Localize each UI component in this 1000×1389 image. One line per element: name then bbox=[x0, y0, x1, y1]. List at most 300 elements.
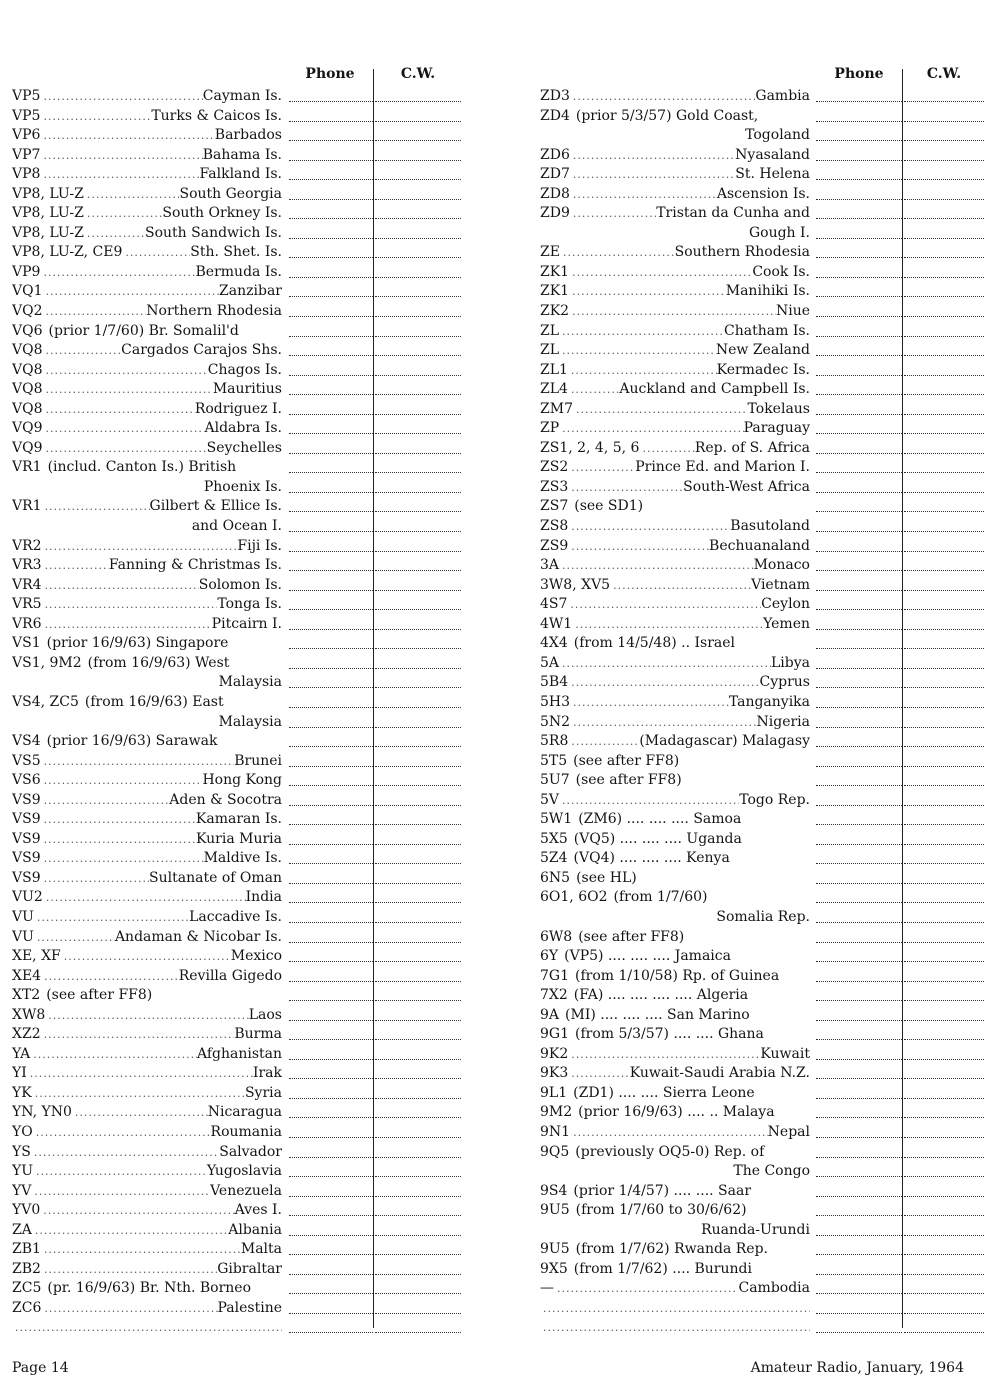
cw-checkbox-line[interactable] bbox=[904, 942, 984, 943]
prefix-code: 4W1 bbox=[540, 615, 573, 632]
phone-checkbox-line[interactable] bbox=[816, 1313, 902, 1314]
cw-checkbox-line[interactable] bbox=[375, 629, 461, 630]
phone-checkbox-line[interactable] bbox=[816, 1117, 902, 1118]
phone-checkbox-line[interactable] bbox=[816, 942, 902, 943]
phone-checkbox-line[interactable] bbox=[816, 160, 902, 161]
cw-checkbox-line[interactable] bbox=[375, 1117, 461, 1118]
phone-checkbox-line[interactable] bbox=[816, 902, 902, 903]
phone-checkbox-line[interactable] bbox=[816, 1098, 902, 1099]
phone-checkbox-line[interactable] bbox=[289, 140, 373, 141]
cw-checkbox-line[interactable] bbox=[375, 981, 461, 982]
cw-checkbox-line[interactable] bbox=[904, 551, 984, 552]
prefix-entry bbox=[540, 615, 810, 635]
cw-checkbox-line[interactable] bbox=[904, 844, 984, 845]
phone-checkbox-line[interactable] bbox=[816, 687, 902, 688]
phone-checkbox-line[interactable] bbox=[289, 1293, 373, 1294]
cw-checkbox-line[interactable] bbox=[904, 394, 984, 395]
cw-checkbox-line[interactable] bbox=[375, 472, 461, 473]
cw-checkbox-line[interactable] bbox=[375, 257, 461, 258]
cw-checkbox-line[interactable] bbox=[904, 687, 984, 688]
table-row bbox=[540, 908, 970, 928]
phone-checkbox-line[interactable] bbox=[816, 1039, 902, 1040]
cw-checkbox-line[interactable] bbox=[904, 453, 984, 454]
cw-checkbox-line[interactable] bbox=[375, 942, 461, 943]
phone-checkbox-line[interactable] bbox=[289, 1137, 373, 1138]
phone-checkbox-line[interactable] bbox=[289, 668, 373, 669]
cw-checkbox-line[interactable] bbox=[904, 1157, 984, 1158]
phone-checkbox-line[interactable] bbox=[816, 101, 902, 102]
cw-checkbox-line[interactable] bbox=[375, 140, 461, 141]
prefix-entry bbox=[12, 165, 282, 185]
phone-checkbox-line[interactable] bbox=[816, 238, 902, 239]
cw-checkbox-line[interactable] bbox=[375, 316, 461, 317]
phone-checkbox-line[interactable] bbox=[289, 687, 373, 688]
cw-checkbox-line[interactable] bbox=[904, 1254, 984, 1255]
phone-checkbox-line[interactable] bbox=[289, 414, 373, 415]
cw-checkbox-line[interactable] bbox=[904, 570, 984, 571]
phone-checkbox-line[interactable] bbox=[816, 140, 902, 141]
cw-checkbox-line[interactable] bbox=[375, 551, 461, 552]
cw-checkbox-line[interactable] bbox=[904, 238, 984, 239]
phone-checkbox-line[interactable] bbox=[816, 1293, 902, 1294]
table-row bbox=[12, 1143, 462, 1163]
cw-checkbox-line[interactable] bbox=[375, 1000, 461, 1001]
cw-checkbox-line[interactable] bbox=[375, 394, 461, 395]
phone-checkbox-line[interactable] bbox=[816, 1274, 902, 1275]
phone-checkbox-line[interactable] bbox=[816, 296, 902, 297]
cw-checkbox-line[interactable] bbox=[375, 1157, 461, 1158]
phone-checkbox-line[interactable] bbox=[816, 609, 902, 610]
phone-checkbox-line[interactable] bbox=[816, 863, 902, 864]
cw-checkbox-line[interactable] bbox=[375, 766, 461, 767]
cw-checkbox-line[interactable] bbox=[904, 961, 984, 962]
cw-checkbox-line[interactable] bbox=[375, 707, 461, 708]
cw-checkbox-line[interactable] bbox=[375, 296, 461, 297]
cw-checkbox-line[interactable] bbox=[375, 1313, 461, 1314]
cw-checkbox-line[interactable] bbox=[375, 687, 461, 688]
prefix-code: ZD3 bbox=[540, 88, 570, 104]
phone-checkbox-line[interactable] bbox=[289, 199, 373, 200]
cw-checkbox-line[interactable] bbox=[375, 1078, 461, 1079]
cw-checkbox-line[interactable] bbox=[375, 1235, 461, 1236]
phone-checkbox-line[interactable] bbox=[289, 160, 373, 161]
phone-checkbox-line[interactable] bbox=[816, 746, 902, 747]
phone-checkbox-line[interactable] bbox=[816, 433, 902, 434]
phone-checkbox-line[interactable] bbox=[816, 1196, 902, 1197]
phone-checkbox-line[interactable] bbox=[289, 1332, 373, 1333]
phone-checkbox-line[interactable] bbox=[816, 551, 902, 552]
leader-dots bbox=[12, 1318, 282, 1338]
cw-checkbox-line[interactable] bbox=[375, 883, 461, 884]
phone-checkbox-line[interactable] bbox=[289, 531, 373, 532]
cw-checkbox-line[interactable] bbox=[904, 863, 984, 864]
phone-checkbox-line[interactable] bbox=[816, 883, 902, 884]
cw-checkbox-line[interactable] bbox=[904, 296, 984, 297]
phone-checkbox-line[interactable] bbox=[289, 355, 373, 356]
cw-checkbox-line[interactable] bbox=[375, 101, 461, 102]
cw-checkbox-line[interactable] bbox=[904, 1000, 984, 1001]
phone-checkbox-line[interactable] bbox=[289, 394, 373, 395]
cw-checkbox-line[interactable] bbox=[375, 179, 461, 180]
cw-checkbox-line[interactable] bbox=[904, 1137, 984, 1138]
phone-checkbox-line[interactable] bbox=[816, 961, 902, 962]
cw-checkbox-line[interactable] bbox=[904, 1235, 984, 1236]
country-name: (from 1/7/62) .... Burundi bbox=[573, 1260, 752, 1277]
cw-checkbox-line[interactable] bbox=[375, 160, 461, 161]
cw-checkbox-line[interactable] bbox=[904, 1020, 984, 1021]
prefix-entry bbox=[12, 263, 282, 283]
cw-checkbox-line[interactable] bbox=[375, 1254, 461, 1255]
prefix-code: VR3 bbox=[12, 557, 42, 574]
prefix-entry bbox=[540, 595, 810, 615]
phone-checkbox-line[interactable] bbox=[289, 218, 373, 219]
phone-checkbox-line[interactable] bbox=[816, 590, 902, 591]
phone-checkbox-line[interactable] bbox=[289, 805, 373, 806]
phone-checkbox-line[interactable] bbox=[289, 433, 373, 434]
cw-checkbox-line[interactable] bbox=[904, 121, 984, 122]
prefix-entry bbox=[12, 107, 282, 127]
phone-checkbox-line[interactable] bbox=[289, 824, 373, 825]
country-name: Cayman Is. bbox=[202, 88, 282, 104]
phone-checkbox-line[interactable] bbox=[816, 766, 902, 767]
phone-checkbox-line[interactable] bbox=[289, 844, 373, 845]
prefix-code: VQ1 bbox=[12, 283, 43, 300]
phone-checkbox-line[interactable] bbox=[289, 336, 373, 337]
phone-checkbox-line[interactable] bbox=[816, 844, 902, 845]
cw-checkbox-line[interactable] bbox=[904, 766, 984, 767]
phone-checkbox-line[interactable] bbox=[289, 727, 373, 728]
country-name: Gough I. bbox=[748, 224, 810, 241]
cw-checkbox-line[interactable] bbox=[375, 511, 461, 512]
phone-checkbox-line[interactable] bbox=[289, 1078, 373, 1079]
cw-checkbox-line[interactable] bbox=[375, 902, 461, 903]
leader-dots bbox=[42, 537, 238, 557]
phone-checkbox-line[interactable] bbox=[289, 296, 373, 297]
prefix-entry bbox=[540, 1240, 810, 1260]
phone-checkbox-line[interactable] bbox=[289, 1196, 373, 1197]
cw-checkbox-line[interactable] bbox=[375, 375, 461, 376]
phone-checkbox-line[interactable] bbox=[289, 472, 373, 473]
phone-checkbox-line[interactable] bbox=[289, 1274, 373, 1275]
prefix-code: VP5 bbox=[12, 88, 41, 104]
phone-checkbox-line[interactable] bbox=[289, 590, 373, 591]
phone-checkbox-line[interactable] bbox=[816, 1215, 902, 1216]
cw-checkbox-line[interactable] bbox=[904, 981, 984, 982]
cw-checkbox-line[interactable] bbox=[375, 1293, 461, 1294]
leader-dots bbox=[40, 165, 199, 185]
prefix-entry bbox=[540, 224, 810, 244]
phone-checkbox-line[interactable] bbox=[816, 1254, 902, 1255]
cw-checkbox-line[interactable] bbox=[904, 414, 984, 415]
phone-checkbox-line[interactable] bbox=[289, 257, 373, 258]
cw-checkbox-line[interactable] bbox=[904, 629, 984, 630]
phone-checkbox-line[interactable] bbox=[816, 824, 902, 825]
cw-checkbox-line[interactable] bbox=[904, 160, 984, 161]
phone-checkbox-line[interactable] bbox=[289, 238, 373, 239]
phone-checkbox-line[interactable] bbox=[289, 609, 373, 610]
phone-checkbox-line[interactable] bbox=[816, 727, 902, 728]
phone-checkbox-line[interactable] bbox=[816, 1235, 902, 1236]
phone-checkbox-line[interactable] bbox=[816, 257, 902, 258]
cw-checkbox-line[interactable] bbox=[904, 336, 984, 337]
phone-checkbox-line[interactable] bbox=[816, 336, 902, 337]
cw-checkbox-line[interactable] bbox=[904, 1078, 984, 1079]
phone-checkbox-line[interactable] bbox=[289, 1098, 373, 1099]
phone-checkbox-line[interactable] bbox=[289, 942, 373, 943]
cw-checkbox-line[interactable] bbox=[375, 1039, 461, 1040]
cw-checkbox-line[interactable] bbox=[904, 531, 984, 532]
leader-dots bbox=[32, 1221, 228, 1241]
phone-checkbox-line[interactable] bbox=[816, 1000, 902, 1001]
phone-checkbox-line[interactable] bbox=[816, 492, 902, 493]
phone-checkbox-line[interactable] bbox=[289, 1039, 373, 1040]
phone-checkbox-line[interactable] bbox=[816, 668, 902, 669]
cw-checkbox-line[interactable] bbox=[904, 199, 984, 200]
phone-checkbox-line[interactable] bbox=[289, 492, 373, 493]
phone-checkbox-line[interactable] bbox=[289, 746, 373, 747]
phone-checkbox-line[interactable] bbox=[816, 1157, 902, 1158]
phone-checkbox-line[interactable] bbox=[289, 1157, 373, 1158]
phone-checkbox-line[interactable] bbox=[289, 570, 373, 571]
prefix-code: VR5 bbox=[12, 596, 42, 613]
cw-checkbox-line[interactable] bbox=[375, 277, 461, 278]
phone-checkbox-line[interactable] bbox=[816, 629, 902, 630]
cw-checkbox-line[interactable] bbox=[904, 746, 984, 747]
cw-checkbox-line[interactable] bbox=[375, 668, 461, 669]
prefix-code: 5U7 bbox=[540, 772, 570, 789]
cw-checkbox-line[interactable] bbox=[904, 218, 984, 219]
cw-checkbox-line[interactable] bbox=[904, 375, 984, 376]
cw-checkbox-line[interactable] bbox=[375, 1137, 461, 1138]
cw-checkbox-line[interactable] bbox=[375, 355, 461, 356]
cw-checkbox-line[interactable] bbox=[904, 1176, 984, 1177]
phone-checkbox-line[interactable] bbox=[816, 218, 902, 219]
cw-checkbox-line[interactable] bbox=[904, 707, 984, 708]
cw-checkbox-line[interactable] bbox=[904, 922, 984, 923]
table-row bbox=[540, 634, 970, 654]
cw-checkbox-line[interactable] bbox=[904, 1313, 984, 1314]
cw-checkbox-line[interactable] bbox=[375, 1176, 461, 1177]
phone-checkbox-line[interactable] bbox=[289, 766, 373, 767]
phone-checkbox-line[interactable] bbox=[289, 648, 373, 649]
cw-checkbox-line[interactable] bbox=[904, 1039, 984, 1040]
cw-checkbox-line[interactable] bbox=[904, 590, 984, 591]
phone-checkbox-line[interactable] bbox=[816, 707, 902, 708]
phone-checkbox-line[interactable] bbox=[816, 414, 902, 415]
phone-checkbox-line[interactable] bbox=[289, 453, 373, 454]
phone-checkbox-line[interactable] bbox=[816, 1020, 902, 1021]
table-row bbox=[540, 146, 970, 166]
cw-checkbox-line[interactable] bbox=[904, 1274, 984, 1275]
phone-checkbox-line[interactable] bbox=[816, 511, 902, 512]
country-name: Kuwait-Saudi Arabia N.Z. bbox=[629, 1065, 810, 1082]
phone-checkbox-line[interactable] bbox=[816, 1176, 902, 1177]
phone-checkbox-line[interactable] bbox=[289, 121, 373, 122]
prefix-entry bbox=[12, 282, 282, 302]
prefix-entry bbox=[12, 654, 282, 674]
cw-checkbox-line[interactable] bbox=[904, 511, 984, 512]
cw-checkbox-line[interactable] bbox=[375, 414, 461, 415]
cw-checkbox-line[interactable] bbox=[375, 1196, 461, 1197]
cw-checkbox-line[interactable] bbox=[904, 1293, 984, 1294]
cw-checkbox-line[interactable] bbox=[904, 1196, 984, 1197]
cw-checkbox-line[interactable] bbox=[375, 746, 461, 747]
cw-checkbox-line[interactable] bbox=[375, 1274, 461, 1275]
cw-checkbox-line[interactable] bbox=[375, 570, 461, 571]
cw-checkbox-line[interactable] bbox=[375, 648, 461, 649]
cw-checkbox-line[interactable] bbox=[375, 453, 461, 454]
cw-checkbox-line[interactable] bbox=[904, 785, 984, 786]
cw-checkbox-line[interactable] bbox=[904, 1117, 984, 1118]
phone-checkbox-line[interactable] bbox=[289, 1020, 373, 1021]
cw-checkbox-line[interactable] bbox=[904, 902, 984, 903]
cw-checkbox-line[interactable] bbox=[375, 433, 461, 434]
cw-checkbox-line[interactable] bbox=[375, 218, 461, 219]
leader-dots bbox=[31, 1182, 210, 1202]
cw-checkbox-line[interactable] bbox=[375, 1020, 461, 1021]
phone-checkbox-line[interactable] bbox=[289, 902, 373, 903]
prefix-entry bbox=[12, 1260, 282, 1280]
phone-checkbox-line[interactable] bbox=[816, 121, 902, 122]
phone-checkbox-line[interactable] bbox=[289, 863, 373, 864]
phone-checkbox-line[interactable] bbox=[816, 199, 902, 200]
phone-checkbox-line[interactable] bbox=[816, 1332, 902, 1333]
phone-checkbox-line[interactable] bbox=[816, 648, 902, 649]
prefix-entry bbox=[12, 1299, 282, 1319]
cw-checkbox-line[interactable] bbox=[375, 922, 461, 923]
phone-checkbox-line[interactable] bbox=[289, 1059, 373, 1060]
cw-checkbox-line[interactable] bbox=[375, 121, 461, 122]
cw-checkbox-line[interactable] bbox=[375, 1332, 461, 1333]
prefix-code: VQ2 bbox=[12, 303, 43, 320]
phone-checkbox-line[interactable] bbox=[289, 1117, 373, 1118]
table-row bbox=[12, 654, 462, 674]
cw-checkbox-line[interactable] bbox=[375, 785, 461, 786]
phone-checkbox-line[interactable] bbox=[816, 277, 902, 278]
leader-dots bbox=[40, 146, 202, 166]
cw-checkbox-line[interactable] bbox=[375, 863, 461, 864]
phone-checkbox-line[interactable] bbox=[289, 375, 373, 376]
cw-checkbox-line[interactable] bbox=[904, 433, 984, 434]
phone-checkbox-line[interactable] bbox=[289, 277, 373, 278]
prefix-code: VP5 bbox=[12, 107, 41, 124]
cw-checkbox-line[interactable] bbox=[904, 824, 984, 825]
cw-checkbox-line[interactable] bbox=[375, 238, 461, 239]
phone-checkbox-line[interactable] bbox=[816, 179, 902, 180]
cw-checkbox-line[interactable] bbox=[375, 805, 461, 806]
cw-checkbox-line[interactable] bbox=[904, 492, 984, 493]
prefix-code: VP8, LU-Z bbox=[12, 205, 84, 222]
cw-checkbox-line[interactable] bbox=[904, 648, 984, 649]
phone-checkbox-line[interactable] bbox=[289, 883, 373, 884]
cw-checkbox-line[interactable] bbox=[904, 257, 984, 258]
phone-checkbox-line[interactable] bbox=[289, 1254, 373, 1255]
cw-checkbox-line[interactable] bbox=[375, 844, 461, 845]
phone-checkbox-line[interactable] bbox=[816, 355, 902, 356]
cw-checkbox-line[interactable] bbox=[904, 179, 984, 180]
cw-checkbox-line[interactable] bbox=[904, 1332, 984, 1333]
phone-checkbox-line[interactable] bbox=[289, 961, 373, 962]
cw-checkbox-line[interactable] bbox=[375, 1098, 461, 1099]
phone-checkbox-line[interactable] bbox=[289, 629, 373, 630]
cw-checkbox-line[interactable] bbox=[375, 824, 461, 825]
cw-checkbox-line[interactable] bbox=[904, 1059, 984, 1060]
phone-checkbox-line[interactable] bbox=[289, 785, 373, 786]
cw-checkbox-line[interactable] bbox=[375, 961, 461, 962]
phone-checkbox-line[interactable] bbox=[816, 785, 902, 786]
phone-checkbox-line[interactable] bbox=[816, 922, 902, 923]
cw-checkbox-line[interactable] bbox=[904, 609, 984, 610]
cw-checkbox-line[interactable] bbox=[904, 883, 984, 884]
cw-checkbox-line[interactable] bbox=[904, 1215, 984, 1216]
phone-checkbox-line[interactable] bbox=[816, 453, 902, 454]
phone-checkbox-line[interactable] bbox=[289, 101, 373, 102]
cw-checkbox-line[interactable] bbox=[904, 1098, 984, 1099]
phone-checkbox-line[interactable] bbox=[816, 1137, 902, 1138]
phone-checkbox-line[interactable] bbox=[816, 531, 902, 532]
cw-header: C.W. bbox=[400, 66, 436, 82]
phone-checkbox-line[interactable] bbox=[289, 707, 373, 708]
cw-checkbox-line[interactable] bbox=[904, 140, 984, 141]
cw-checkbox-line[interactable] bbox=[904, 668, 984, 669]
phone-checkbox-line[interactable] bbox=[289, 922, 373, 923]
cw-checkbox-line[interactable] bbox=[375, 1059, 461, 1060]
leader-dots bbox=[560, 243, 675, 263]
phone-checkbox-line[interactable] bbox=[289, 179, 373, 180]
cw-checkbox-line[interactable] bbox=[375, 727, 461, 728]
prefix-entry bbox=[540, 1299, 810, 1319]
cw-checkbox-line[interactable] bbox=[375, 492, 461, 493]
phone-checkbox-line[interactable] bbox=[289, 316, 373, 317]
phone-checkbox-line[interactable] bbox=[289, 981, 373, 982]
prefix-code: XE, XF bbox=[12, 948, 61, 965]
cw-checkbox-line[interactable] bbox=[904, 355, 984, 356]
table-row bbox=[12, 869, 462, 889]
phone-checkbox-line[interactable] bbox=[816, 1059, 902, 1060]
cw-checkbox-line[interactable] bbox=[375, 199, 461, 200]
cw-checkbox-line[interactable] bbox=[904, 277, 984, 278]
cw-checkbox-line[interactable] bbox=[375, 336, 461, 337]
phone-checkbox-line[interactable] bbox=[289, 1235, 373, 1236]
cw-checkbox-line[interactable] bbox=[904, 727, 984, 728]
phone-checkbox-line[interactable] bbox=[289, 1215, 373, 1216]
phone-checkbox-line[interactable] bbox=[289, 511, 373, 512]
phone-checkbox-line[interactable] bbox=[816, 1078, 902, 1079]
phone-checkbox-line[interactable] bbox=[289, 1000, 373, 1001]
cw-checkbox-line[interactable] bbox=[904, 101, 984, 102]
cw-checkbox-line[interactable] bbox=[375, 609, 461, 610]
phone-checkbox-line[interactable] bbox=[816, 981, 902, 982]
cw-checkbox-line[interactable] bbox=[904, 316, 984, 317]
cw-checkbox-line[interactable] bbox=[375, 1215, 461, 1216]
country-name: Tanganyika bbox=[728, 693, 810, 710]
prefix-code: VQ9 bbox=[12, 439, 43, 456]
cw-checkbox-line[interactable] bbox=[375, 590, 461, 591]
phone-checkbox-line[interactable] bbox=[816, 570, 902, 571]
phone-checkbox-line[interactable] bbox=[816, 472, 902, 473]
cw-checkbox-line[interactable] bbox=[904, 805, 984, 806]
cw-checkbox-line[interactable] bbox=[904, 472, 984, 473]
phone-checkbox-line[interactable] bbox=[816, 316, 902, 317]
phone-checkbox-line[interactable] bbox=[816, 394, 902, 395]
country-name: (pr. 16/9/63) Br. Nth. Borneo bbox=[47, 1280, 251, 1297]
phone-checkbox-line[interactable] bbox=[816, 375, 902, 376]
phone-checkbox-line[interactable] bbox=[289, 551, 373, 552]
phone-checkbox-line[interactable] bbox=[289, 1176, 373, 1177]
cw-checkbox-line[interactable] bbox=[375, 531, 461, 532]
phone-checkbox-line[interactable] bbox=[289, 1313, 373, 1314]
phone-checkbox-line[interactable] bbox=[816, 805, 902, 806]
